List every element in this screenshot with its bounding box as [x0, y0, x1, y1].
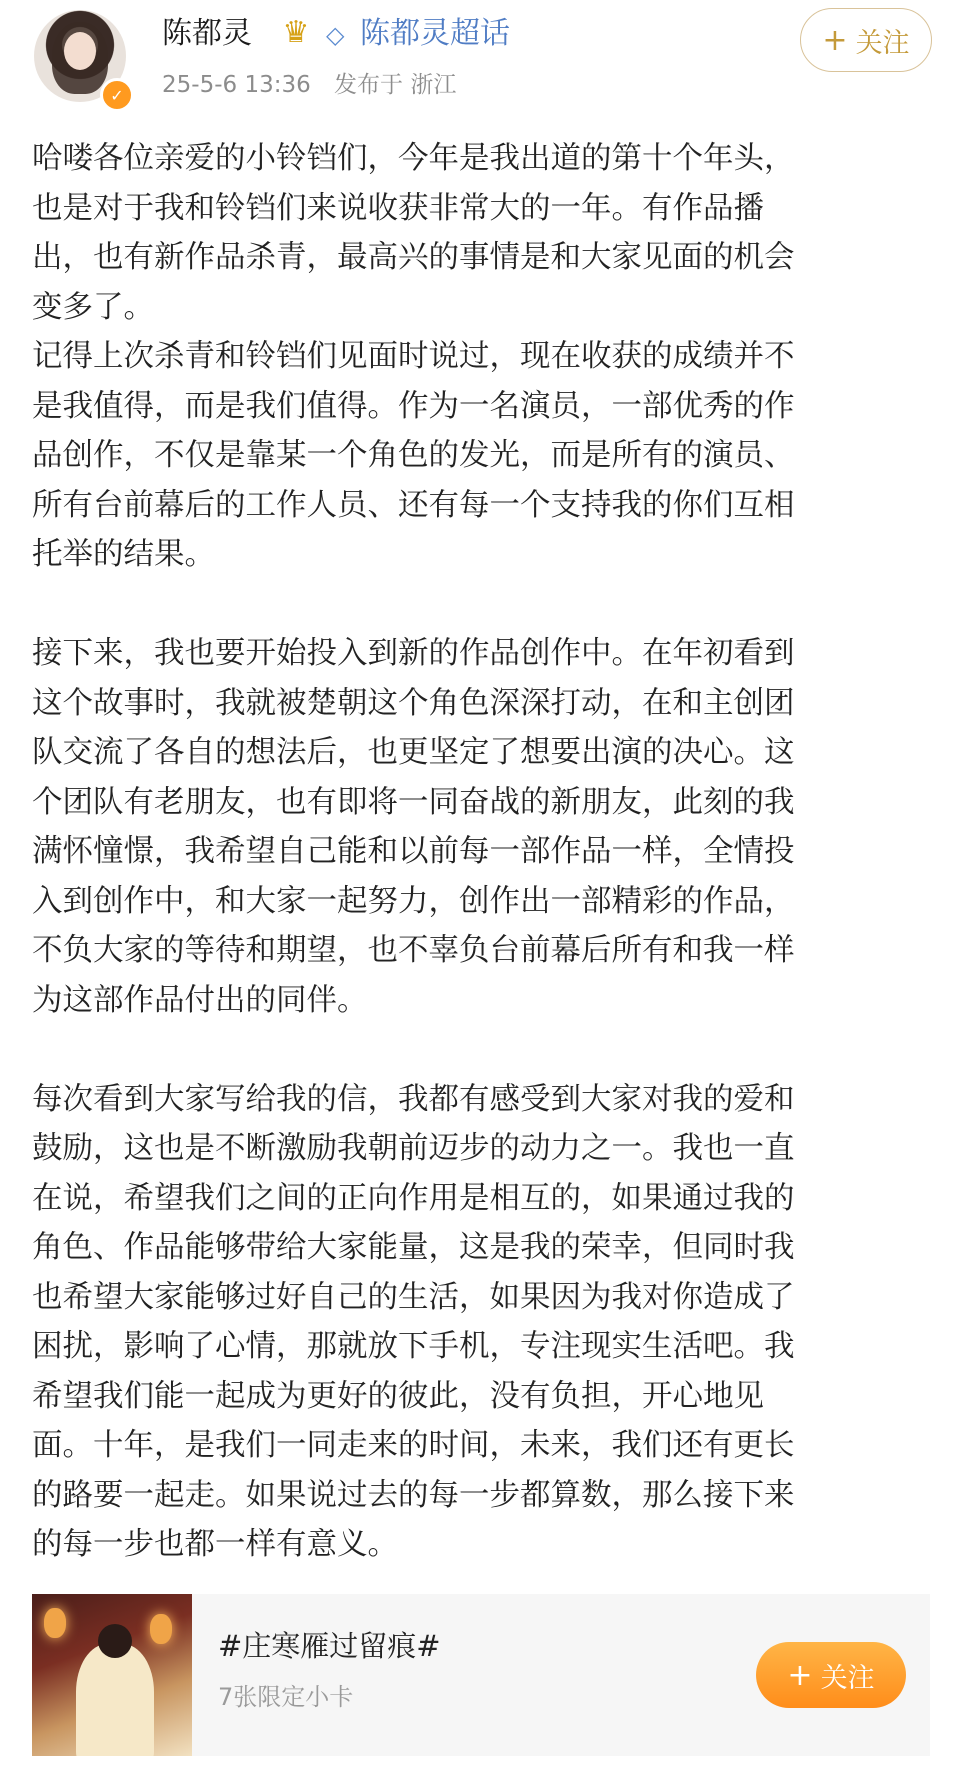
- username[interactable]: 陈都灵: [162, 16, 252, 51]
- post-content: [32, 134, 932, 1570]
- follow-button[interactable]: [800, 8, 932, 72]
- paragraph-gap: [32, 1025, 932, 1075]
- content-line: 接下来，我也要开始投入到新的作品创作中。在年初看到: [32, 636, 795, 671]
- card-thumbnail: [32, 1594, 192, 1756]
- content-line: 的每一步也都一样有意义。: [32, 1527, 398, 1562]
- content-line: 记得上次杀青和铃铛们见面时说过，现在收获的成绩并不: [32, 339, 795, 374]
- figure-shape: [76, 1644, 154, 1756]
- content-line: 的路要一起走。如果说过去的每一步都算数，那么接下来: [32, 1477, 795, 1513]
- plus-icon: +: [787, 1657, 813, 1693]
- content-line: 托举的结果。: [32, 537, 215, 572]
- location: 发布于 浙江: [334, 72, 457, 98]
- topic-card[interactable]: [32, 1594, 930, 1756]
- content-line: 面。十年，是我们一同走来的时间，未来，我们还有更长: [32, 1428, 795, 1463]
- post-header: [0, 0, 960, 120]
- content-line: 是我值得，而是我们值得。作为一名演员，一部优秀的作: [32, 388, 795, 424]
- avatar-face: [64, 32, 96, 70]
- content-line: 每次看到大家写给我的信，我都有感受到大家对我的爱和: [32, 1081, 795, 1117]
- content-line: 希望我们能一起成为更好的彼此，没有负担，开心地见: [32, 1378, 764, 1414]
- card-subtitle: 7张限定小卡: [218, 1683, 354, 1711]
- card-follow-label: 关注: [820, 1662, 875, 1694]
- content-line: 也希望大家能够过好自己的生活，如果因为我对你造成了: [32, 1279, 795, 1315]
- content-line: 不负大家的等待和期望，也不辜负台前幕后所有和我一样: [32, 933, 795, 968]
- chaohua-link[interactable]: 陈都灵超话: [360, 16, 510, 51]
- content-line: 变多了。: [32, 289, 154, 325]
- follow-label: 关注: [855, 27, 910, 59]
- post-meta: [162, 68, 472, 102]
- content-line: 品创作，不仅是靠某一个角色的发光，而是所有的演员、: [32, 438, 795, 473]
- content-line: 入到创作中，和大家一起努力，创作出一部精彩的作品，: [32, 883, 795, 919]
- content-line: 哈喽各位亲爱的小铃铛们，今年是我出道的第十个年头，: [32, 141, 795, 176]
- figure-head-shape: [98, 1624, 132, 1658]
- plus-icon: +: [822, 22, 848, 58]
- content-line: 鼓励，这也是不断激励我朝前迈步的动力之一。我也一直: [32, 1131, 795, 1166]
- card-follow-button[interactable]: [756, 1642, 906, 1708]
- verified-badge-icon: ✓: [100, 78, 134, 112]
- content-line: 个团队有老朋友，也有即将一同奋战的新朋友，此刻的我: [32, 784, 795, 820]
- content-line: 这个故事时，我就被楚朝这个角色深深打动，在和主创团: [32, 685, 795, 721]
- lantern-icon: [150, 1614, 172, 1644]
- content-line: 也是对于我和铃铛们来说收获非常大的一年。有作品播: [32, 190, 764, 226]
- paragraph-gap: [32, 580, 932, 630]
- timestamp: 25-5-6 13:36: [162, 72, 311, 98]
- content-line: 满怀憧憬，我希望自己能和以前每一部作品一样，全情投: [32, 834, 795, 869]
- content-line: 出，也有新作品杀青，最高兴的事情是和大家见面的机会: [32, 240, 795, 275]
- content-line: 为这部作品付出的同伴。: [32, 982, 368, 1018]
- content-line: 角色、作品能够带给大家能量，这是我的荣幸，但同时我: [32, 1230, 795, 1265]
- content-line: 所有台前幕后的工作人员、还有每一个支持我的你们互相: [32, 487, 795, 523]
- diamond-icon: ◇: [326, 21, 345, 49]
- lantern-icon: [44, 1608, 66, 1638]
- crown-icon: ♛: [282, 15, 310, 50]
- card-title[interactable]: #庄寒雁过留痕#: [218, 1629, 441, 1663]
- content-line: 队交流了各自的想法后，也更坚定了想要出演的决心。这: [32, 735, 795, 770]
- content-line: 困扰，影响了心情，那就放下手机，专注现实生活吧。我: [32, 1329, 795, 1364]
- content-line: 在说，希望我们之间的正向作用是相互的，如果通过我的: [32, 1180, 795, 1216]
